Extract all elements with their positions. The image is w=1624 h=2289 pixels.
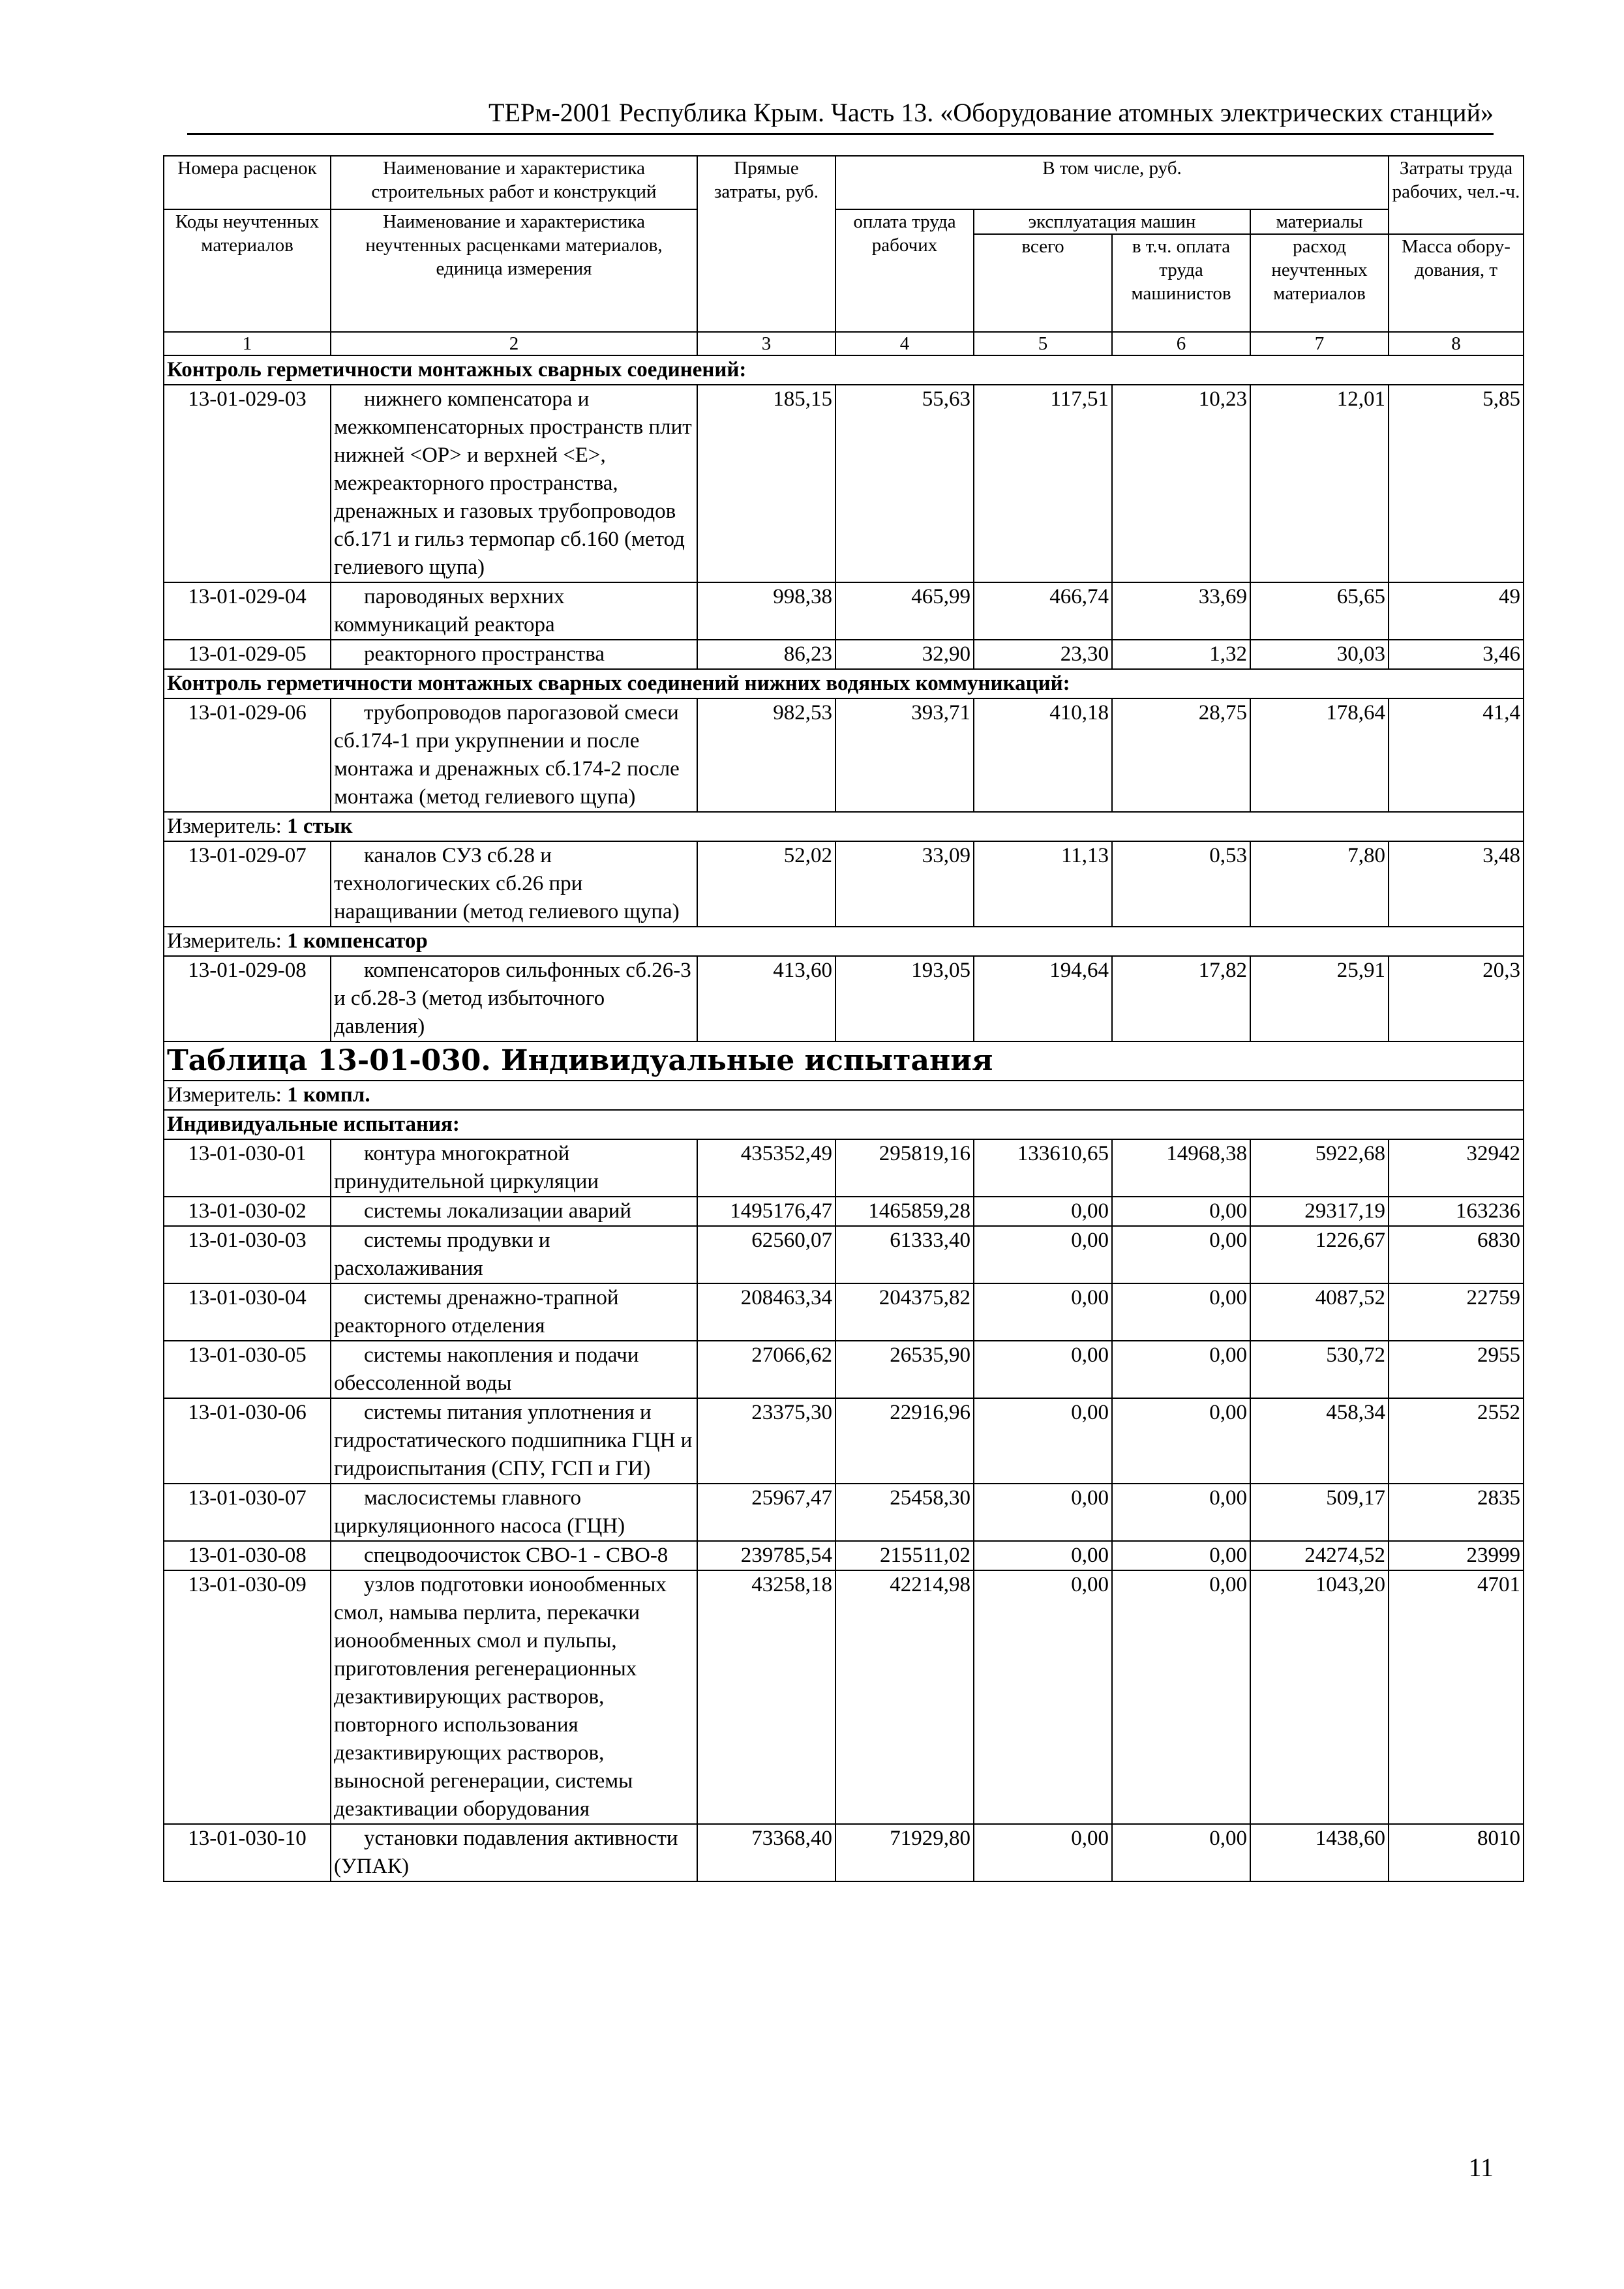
- col-number: 4: [835, 332, 974, 355]
- rate-value: 32,90: [835, 640, 974, 669]
- rate-code: 13-01-030-04: [164, 1283, 331, 1341]
- rate-value: 435352,49: [697, 1139, 835, 1197]
- col2-bottom-header: Наименование и характеристика неучтенных расценками материалов, единица измерения: [331, 209, 697, 332]
- measure-row: [164, 1081, 1524, 1110]
- rate-name: системы продувки и расхолаживания: [331, 1226, 697, 1283]
- rate-value: 62560,07: [697, 1226, 835, 1283]
- table-row: [164, 1570, 1524, 1824]
- col8-top-header: Затраты труда рабочих, чел.-ч.: [1389, 156, 1524, 234]
- rate-value: 193,05: [835, 956, 974, 1041]
- rate-value: 41,4: [1389, 698, 1524, 812]
- rate-name: нижнего компенсатора и межкомпенсаторных пространств плит нижней <ОР> и верхней <Е>, межреакторного пространства, дренажных и газовых трубопроводов сб.171 и гильз термопар сб.160 (метод гелиевого щупа): [331, 385, 697, 582]
- rate-value: 86,23: [697, 640, 835, 669]
- measure-unit: Измеритель: 1 стык: [164, 812, 1524, 841]
- rate-code: 13-01-030-02: [164, 1197, 331, 1226]
- col-number: 1: [164, 332, 331, 355]
- rate-value: 1226,67: [1250, 1226, 1389, 1283]
- rate-value: 0,00: [974, 1570, 1112, 1824]
- table-title-row: [164, 1041, 1524, 1081]
- rate-value: 20,3: [1389, 956, 1524, 1041]
- table-row: [164, 1484, 1524, 1541]
- rate-value: 30,03: [1250, 640, 1389, 669]
- rate-code: 13-01-030-08: [164, 1541, 331, 1570]
- measure-unit: Измеритель: 1 компл.: [164, 1081, 1524, 1110]
- rate-value: 23375,30: [697, 1398, 835, 1484]
- rate-value: 11,13: [974, 841, 1112, 927]
- rate-value: 52,02: [697, 841, 835, 927]
- rate-value: 208463,34: [697, 1283, 835, 1341]
- rate-value: 71929,80: [835, 1824, 974, 1881]
- rate-value: 4701: [1389, 1570, 1524, 1824]
- rate-value: 0,00: [974, 1283, 1112, 1341]
- rate-name: установки подавления активности (УПАК): [331, 1824, 697, 1881]
- rate-value: 0,00: [974, 1824, 1112, 1881]
- table-row: [164, 841, 1524, 927]
- rate-value: 982,53: [697, 698, 835, 812]
- rate-value: 194,64: [974, 956, 1112, 1041]
- section-heading: Контроль герметичности монтажных сварных соединений:: [164, 355, 1524, 385]
- rate-value: 0,00: [1112, 1283, 1250, 1341]
- measure-unit-value: 1 компенсатор: [287, 929, 428, 953]
- incl-header: В том числе, руб.: [835, 156, 1389, 209]
- rate-name: контура многократной принудительной циркуляции: [331, 1139, 697, 1197]
- rate-value: 117,51: [974, 385, 1112, 582]
- rate-value: 32942: [1389, 1139, 1524, 1197]
- rate-value: 413,60: [697, 956, 835, 1041]
- section-heading-row: [164, 1110, 1524, 1139]
- rate-code: 13-01-029-05: [164, 640, 331, 669]
- rate-name: реакторного пространства: [331, 640, 697, 669]
- section-heading-row: [164, 669, 1524, 698]
- rates-table: [163, 155, 1524, 1882]
- rate-code: 13-01-030-05: [164, 1341, 331, 1398]
- rate-value: 8010: [1389, 1824, 1524, 1881]
- rate-value: 5,85: [1389, 385, 1524, 582]
- rate-value: 25458,30: [835, 1484, 974, 1541]
- table-row: [164, 1283, 1524, 1341]
- rate-value: 410,18: [974, 698, 1112, 812]
- rate-value: 73368,40: [697, 1824, 835, 1881]
- rate-name: трубопроводов парогазовой смеси сб.174-1 при укрупнении и после монтажа и дренажных сб.174-2 после монтажа (метод гелиевого щупа): [331, 698, 697, 812]
- rate-value: 22916,96: [835, 1398, 974, 1484]
- rate-code: 13-01-029-06: [164, 698, 331, 812]
- rate-value: 0,53: [1112, 841, 1250, 927]
- rate-value: 26535,90: [835, 1341, 974, 1398]
- rate-value: 33,69: [1112, 582, 1250, 640]
- rate-value: 0,00: [974, 1341, 1112, 1398]
- header-row-1: [164, 156, 1524, 209]
- table-row: [164, 1541, 1524, 1570]
- rate-name: пароводяных верхних коммуникаций реактора: [331, 582, 697, 640]
- rate-value: 185,15: [697, 385, 835, 582]
- rate-value: 458,34: [1250, 1398, 1389, 1484]
- rate-name: системы питания уплотнения и гидростатического подшипника ГЦН и гидроиспытания (СПУ, ГСП и ГИ): [331, 1398, 697, 1484]
- measure-row: [164, 927, 1524, 956]
- table-row: [164, 1398, 1524, 1484]
- section-heading: Индивидуальные испытания:: [164, 1110, 1524, 1139]
- rate-value: 1465859,28: [835, 1197, 974, 1226]
- col8-bottom-header: Масса обору-дования, т: [1389, 234, 1524, 332]
- table-row: [164, 385, 1524, 582]
- page-number: 11: [1468, 2153, 1494, 2182]
- rate-value: 3,46: [1389, 640, 1524, 669]
- rate-value: 33,09: [835, 841, 974, 927]
- rate-value: 0,00: [974, 1226, 1112, 1283]
- rate-value: 1043,20: [1250, 1570, 1389, 1824]
- rate-value: 239785,54: [697, 1541, 835, 1570]
- materials-header: материалы: [1250, 209, 1389, 234]
- rate-value: 5922,68: [1250, 1139, 1389, 1197]
- rate-value: 0,00: [1112, 1341, 1250, 1398]
- table-row: [164, 1824, 1524, 1881]
- rate-value: 393,71: [835, 698, 974, 812]
- rate-name: узлов подготовки ионообменных смол, намыва перлита, перекачки ионообменных смол и пульпы, приготовления регенерационных дезактивирующих растворов, повторного использования дезактивирующих растворов, выносной регенерации, системы дезактивации оборудования: [331, 1570, 697, 1824]
- rate-value: 22759: [1389, 1283, 1524, 1341]
- table-title: Таблица 13-01-030. Индивидуальные испытания: [164, 1041, 1524, 1081]
- rate-code: 13-01-030-03: [164, 1226, 331, 1283]
- rate-value: 0,00: [1112, 1398, 1250, 1484]
- rate-value: 530,72: [1250, 1341, 1389, 1398]
- col-number: 5: [974, 332, 1112, 355]
- rate-value: 25,91: [1250, 956, 1389, 1041]
- running-header: ТЕРм-2001 Республика Крым. Часть 13. «Оборудование атомных электрических станций»: [187, 93, 1494, 135]
- header-row-2: [164, 209, 1524, 234]
- column-number-row: [164, 332, 1524, 355]
- rate-value: 6830: [1389, 1226, 1524, 1283]
- table-row: [164, 640, 1524, 669]
- rate-value: 295819,16: [835, 1139, 974, 1197]
- rate-value: 42214,98: [835, 1570, 974, 1824]
- rate-name: спецводоочисток СВО-1 - СВО-8: [331, 1541, 697, 1570]
- rate-value: 215511,02: [835, 1541, 974, 1570]
- rate-value: 0,00: [1112, 1824, 1250, 1881]
- rate-value: 0,00: [1112, 1484, 1250, 1541]
- rate-value: 133610,65: [974, 1139, 1112, 1197]
- rate-value: 0,00: [974, 1541, 1112, 1570]
- col2-top-header: Наименование и характеристика строительных работ и конструкций: [331, 156, 697, 209]
- rate-value: 10,23: [1112, 385, 1250, 582]
- col-number: 7: [1250, 332, 1389, 355]
- measure-unit: Измеритель: 1 компенсатор: [164, 927, 1524, 956]
- col-number: 6: [1112, 332, 1250, 355]
- rate-value: 25967,47: [697, 1484, 835, 1541]
- rate-value: 465,99: [835, 582, 974, 640]
- machines-header: эксплуатация машин: [974, 209, 1250, 234]
- rate-value: 27066,62: [697, 1341, 835, 1398]
- rate-value: 49: [1389, 582, 1524, 640]
- col3-header: Прямые затраты, руб.: [697, 156, 835, 332]
- rate-value: 0,00: [1112, 1570, 1250, 1824]
- rate-value: 29317,19: [1250, 1197, 1389, 1226]
- rate-value: 998,38: [697, 582, 835, 640]
- table-row: [164, 698, 1524, 812]
- table-row: [164, 1139, 1524, 1197]
- rate-value: 23,30: [974, 640, 1112, 669]
- rate-value: 3,48: [1389, 841, 1524, 927]
- rate-value: 466,74: [974, 582, 1112, 640]
- rate-code: 13-01-030-10: [164, 1824, 331, 1881]
- rate-name: системы дренажно-трапной реакторного отделения: [331, 1283, 697, 1341]
- table-row: [164, 1341, 1524, 1398]
- rate-code: 13-01-029-03: [164, 385, 331, 582]
- rate-value: 17,82: [1112, 956, 1250, 1041]
- rate-value: 1495176,47: [697, 1197, 835, 1226]
- section-heading: Контроль герметичности монтажных сварных соединений нижних водяных коммуникаций:: [164, 669, 1524, 698]
- rate-value: 24274,52: [1250, 1541, 1389, 1570]
- rate-code: 13-01-030-01: [164, 1139, 331, 1197]
- col7-header: расход неучтенных материалов: [1250, 234, 1389, 332]
- rate-value: 0,00: [974, 1197, 1112, 1226]
- table-row: [164, 1226, 1524, 1283]
- rate-value: 178,64: [1250, 698, 1389, 812]
- table-row: [164, 582, 1524, 640]
- rate-value: 163236: [1389, 1197, 1524, 1226]
- rate-value: 4087,52: [1250, 1283, 1389, 1341]
- rate-value: 1,32: [1112, 640, 1250, 669]
- rate-name: каналов СУЗ сб.28 и технологических сб.26 при наращивании (метод гелиевого щупа): [331, 841, 697, 927]
- col1-top-header: Номера расценок: [164, 156, 331, 209]
- rate-code: 13-01-029-08: [164, 956, 331, 1041]
- rate-value: 12,01: [1250, 385, 1389, 582]
- rate-value: 509,17: [1250, 1484, 1389, 1541]
- rate-value: 61333,40: [835, 1226, 974, 1283]
- table-row: [164, 1197, 1524, 1226]
- rate-value: 43258,18: [697, 1570, 835, 1824]
- rate-value: 14968,38: [1112, 1139, 1250, 1197]
- rate-name: компенсаторов сильфонных сб.26-3 и сб.28-3 (метод избыточного давления): [331, 956, 697, 1041]
- section-heading-row: [164, 355, 1524, 385]
- rate-value: 0,00: [974, 1484, 1112, 1541]
- rate-value: 23999: [1389, 1541, 1524, 1570]
- measure-row: [164, 812, 1524, 841]
- rate-value: 0,00: [1112, 1226, 1250, 1283]
- rate-name: маслосистемы главного циркуляционного насоса (ГЦН): [331, 1484, 697, 1541]
- rate-value: 2552: [1389, 1398, 1524, 1484]
- rate-code: 13-01-029-04: [164, 582, 331, 640]
- col-number: 2: [331, 332, 697, 355]
- col-number: 8: [1389, 332, 1524, 355]
- col-number: 3: [697, 332, 835, 355]
- col6-header: в т.ч. оплата труда машинистов: [1112, 234, 1250, 332]
- rate-value: 65,65: [1250, 582, 1389, 640]
- rate-value: 0,00: [1112, 1541, 1250, 1570]
- rate-code: 13-01-029-07: [164, 841, 331, 927]
- rate-value: 0,00: [1112, 1197, 1250, 1226]
- measure-unit-value: 1 стык: [287, 815, 353, 838]
- rate-value: 2955: [1389, 1341, 1524, 1398]
- rate-code: 13-01-030-06: [164, 1398, 331, 1484]
- col1-bottom-header: Коды неучтенных материалов: [164, 209, 331, 332]
- rate-code: 13-01-030-07: [164, 1484, 331, 1541]
- rate-value: 0,00: [974, 1398, 1112, 1484]
- rate-value: 7,80: [1250, 841, 1389, 927]
- rate-value: 2835: [1389, 1484, 1524, 1541]
- measure-unit-value: 1 компл.: [287, 1083, 370, 1107]
- col5-header: всего: [974, 234, 1112, 332]
- table-row: [164, 956, 1524, 1041]
- rate-value: 1438,60: [1250, 1824, 1389, 1881]
- rate-name: системы накопления и подачи обессоленной воды: [331, 1341, 697, 1398]
- rate-name: системы локализации аварий: [331, 1197, 697, 1226]
- rate-value: 204375,82: [835, 1283, 974, 1341]
- rate-code: 13-01-030-09: [164, 1570, 331, 1824]
- rate-value: 55,63: [835, 385, 974, 582]
- col4-header: оплата труда рабочих: [835, 209, 974, 332]
- rate-value: 28,75: [1112, 698, 1250, 812]
